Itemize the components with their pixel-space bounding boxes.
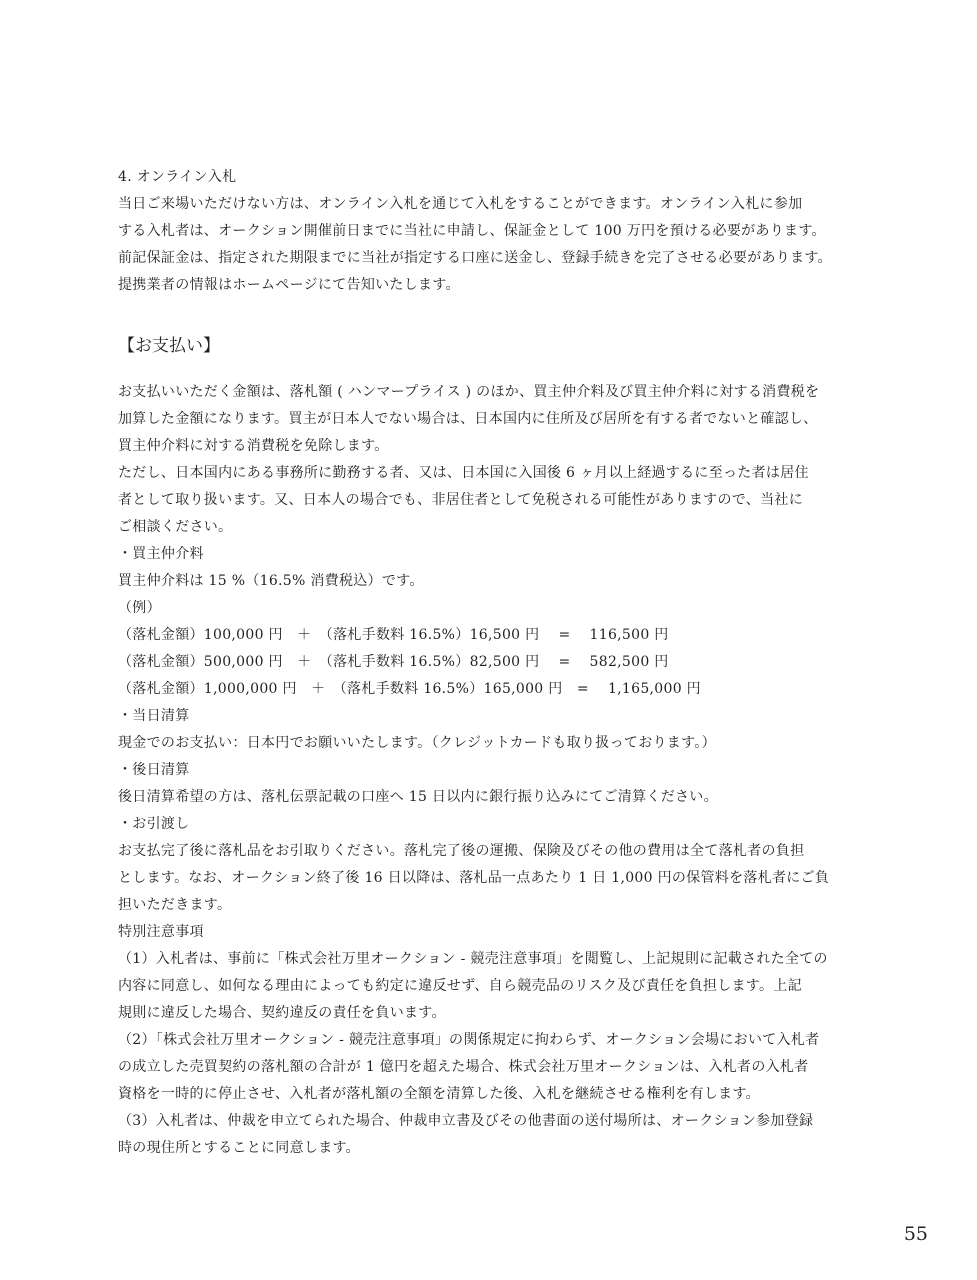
text-line: 買主仲介料に対する消費税を免除します。 xyxy=(118,438,389,454)
online-bidding-paragraph xyxy=(118,191,888,299)
calculation-example-2: （落札金額）500,000 円 ＋ （落札手数料 16.5%）82,500 円 = 582,500 円 xyxy=(118,654,669,670)
page-number: 55 xyxy=(903,1223,928,1245)
text-line: お支払完了後に落札品をお引取りください。落札完了後の運搬、保険及びその他の費用は全て落札者の負担 xyxy=(118,843,805,859)
text-line: 現金でのお支払い：日本円でお願いいたします。（クレジットカードも取り扱っております。） xyxy=(118,735,716,751)
text-line: お支払いいただく金額は、落札額 ( ハンマープライス ) のほか、買主仲介料及び買主仲介料に対する消費税を xyxy=(118,384,820,400)
text-line: する入札者は、オークション開催前日までに当社に申請し、保証金として 100 万円を預ける必要があります。 xyxy=(118,223,826,239)
section-title-online-bidding: 4. オンライン入札 xyxy=(118,169,237,185)
payment-section-body xyxy=(118,379,888,1162)
calculation-example-1: （落札金額）100,000 円 ＋ （落札手数料 16.5%）16,500 円 = 116,500 円 xyxy=(118,627,669,643)
text-line: （2）「株式会社万里オークション - 競売注意事項」の関係規定に拘わらず、オークション会場において入札者 xyxy=(118,1032,820,1048)
text-line: 担いただきます。 xyxy=(118,897,232,913)
text-line: ただし、日本国内にある事務所に勤務する者、又は、日本国に入国後 6 ヶ月以上経過するに至った者は居住 xyxy=(118,465,809,481)
text-line: 規則に違反した場合、契約違反の責任を負います。 xyxy=(118,1005,446,1021)
text-line: （3）入札者は、仲裁を申立てられた場合、仲裁申立書及びその他書面の送付場所は、オークション参加登録 xyxy=(118,1113,814,1129)
text-line: ご相談ください。 xyxy=(118,519,233,535)
text-line: 加算した金額になります。買主が日本人でない場合は、日本国内に住所及び居所を有する者でないと確認し、 xyxy=(118,411,818,427)
text-line: 提携業者の情報はホームページにて告知いたします。 xyxy=(118,277,460,293)
text-line: 時の現住所とすることに同意します。 xyxy=(118,1140,360,1156)
text-line: 買主仲介料は 15 %（16.5% 消費税込）です。 xyxy=(118,573,424,589)
text-line: の成立した売買契約の落札額の合計が 1 億円を超えた場合、株式会社万里オークションは、入札者の入札者 xyxy=(118,1059,809,1075)
subheading-buyer-premium: ・買主仲介料 xyxy=(118,546,204,562)
text-line: 資格を一時的に停止させ、入札者が落札額の全額を清算した後、入札を継続させる権利を有します。 xyxy=(118,1086,760,1102)
text-line: 後日清算希望の方は、落札伝票記載の口座へ 15 日以内に銀行振り込みにてご清算ください。 xyxy=(118,789,718,805)
text-line: 内容に同意し、如何なる理由によっても約定に違反せず、自ら競売品のリスク及び責任を負担します。上記 xyxy=(118,978,802,994)
text-line: （1）入札者は、事前に「株式会社万里オークション - 競売注意事項」を閲覧し、上記規則に記載された全ての xyxy=(118,951,828,967)
document-body xyxy=(118,164,888,1162)
example-label: （例） xyxy=(118,600,161,616)
text-line: 者として取り扱います。又、日本人の場合でも、非居住者として免税される可能性がありますので、当社に xyxy=(118,492,803,508)
subheading-later-settlement: ・後日清算 xyxy=(118,762,190,778)
subheading-same-day-settlement: ・当日清算 xyxy=(118,708,190,724)
subheading-delivery: ・お引渡し xyxy=(118,816,190,832)
section-heading-payment: 【お支払い】 xyxy=(118,336,220,356)
calculation-example-3: （落札金額）1,000,000 円 ＋ （落札手数料 16.5%）165,000 円 = 1,165,000 円 xyxy=(118,681,701,697)
text-line: 当日ご来場いただけない方は、オンライン入札を通じて入札をすることができます。オンライン入札に参加 xyxy=(118,196,803,212)
text-line: とします。なお、オークション終了後 16 日以降は、落札品一点あたり 1 日 1,000 円の保管料を落札者にご負 xyxy=(118,870,830,886)
text-line: 前記保証金は、指定された期限までに当社が指定する口座に送金し、登録手続きを完了させる必要があります。 xyxy=(118,250,832,266)
subheading-special-notes: 特別注意事項 xyxy=(118,924,204,940)
